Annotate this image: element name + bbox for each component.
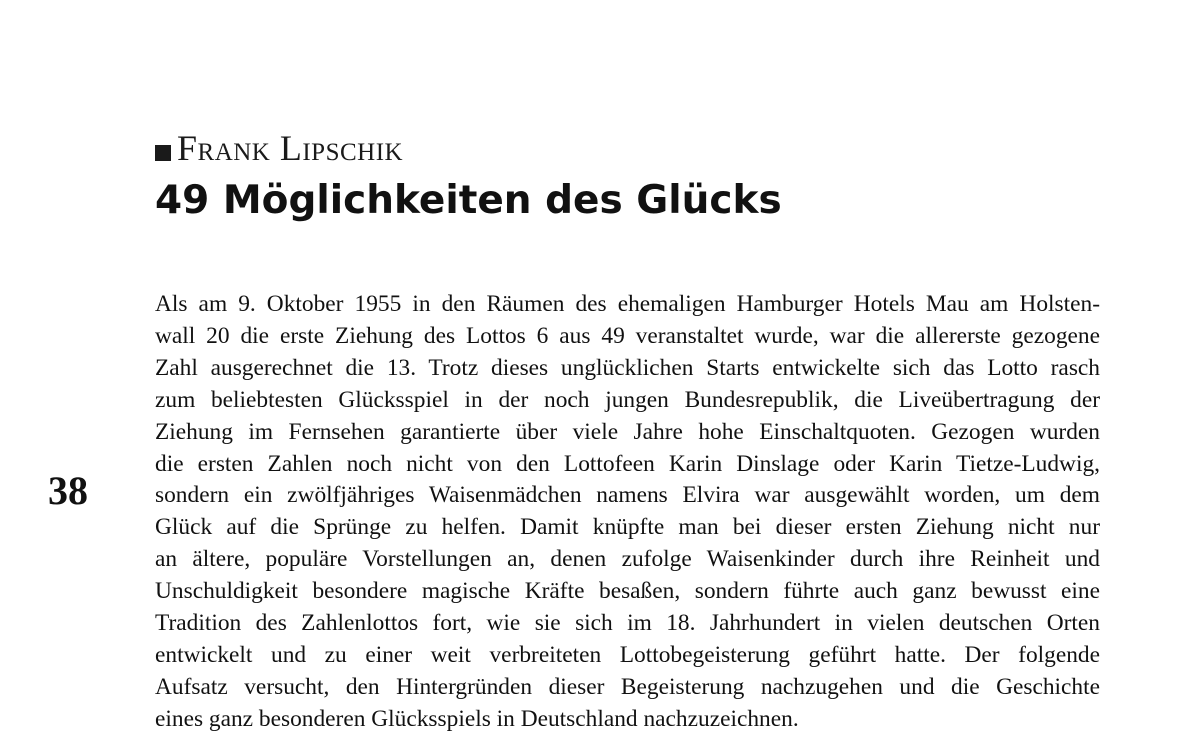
text-line: Glück auf die Sprünge zu helfen. Damit knüpfte man bei dieser ersten Ziehung nicht nur [155, 514, 1100, 541]
body-paragraph [155, 289, 1100, 736]
text-line: Zahl ausgerechnet die 13. Trotz dieses unglücklichen Starts entwickelte sich das Lotto rasch [155, 354, 1100, 381]
text-line: Tradition des Zahlenlottos fort, wie sie sich im 18. Jahrhundert in vielen deutschen Orten [155, 610, 1100, 637]
text-line: eines ganz besonderen Glücksspiels in Deutschland nachzuzeichnen. [155, 705, 799, 732]
text-line: zum beliebtesten Glücksspiel in der noch jungen Bundesrepublik, die Liveübertragung der [155, 386, 1100, 413]
text-line: die ersten Zahlen noch nicht von den Lottofeen Karin Dinslage oder Karin Tietze-Ludwig, [155, 450, 1100, 477]
author-line [155, 128, 403, 168]
text-line: Als am 9. Oktober 1955 in den Räumen des ehemaligen Hamburger Hotels Mau am Holsten- [155, 291, 1100, 317]
text-line: wall 20 die erste Ziehung des Lottos 6 aus 49 veranstaltet wurde, war die allererste gezogene [155, 322, 1100, 349]
text-line: Ziehung im Fernsehen garantierte über viele Jahre hohe Einschaltquoten. Gezogen wurden [155, 418, 1100, 445]
text-line: sondern ein zwölfjähriges Waisenmädchen namens Elvira war ausgewählt worden, um dem [155, 482, 1100, 509]
page-number: 38 [48, 468, 88, 513]
text-line: an ältere, populäre Vorstellungen an, denen zufolge Waisenkinder durch ihre Reinheit und [155, 546, 1100, 573]
text-line: Unschuldigkeit besondere magische Kräfte besaßen, sondern führte auch ganz bewusst eine [155, 578, 1100, 605]
square-bullet-icon [155, 145, 171, 161]
article-title: 49 Möglichkeiten des Glücks [155, 178, 782, 223]
text-line: Aufsatz versucht, den Hintergründen dieser Begeisterung nachzugehen und die Geschichte [155, 673, 1100, 700]
author-name: Frank Lipschik [177, 128, 404, 168]
text-line: entwickelt und zu einer weit verbreiteten Lottobegeisterung geführt hatte. Der folgende [155, 641, 1100, 668]
